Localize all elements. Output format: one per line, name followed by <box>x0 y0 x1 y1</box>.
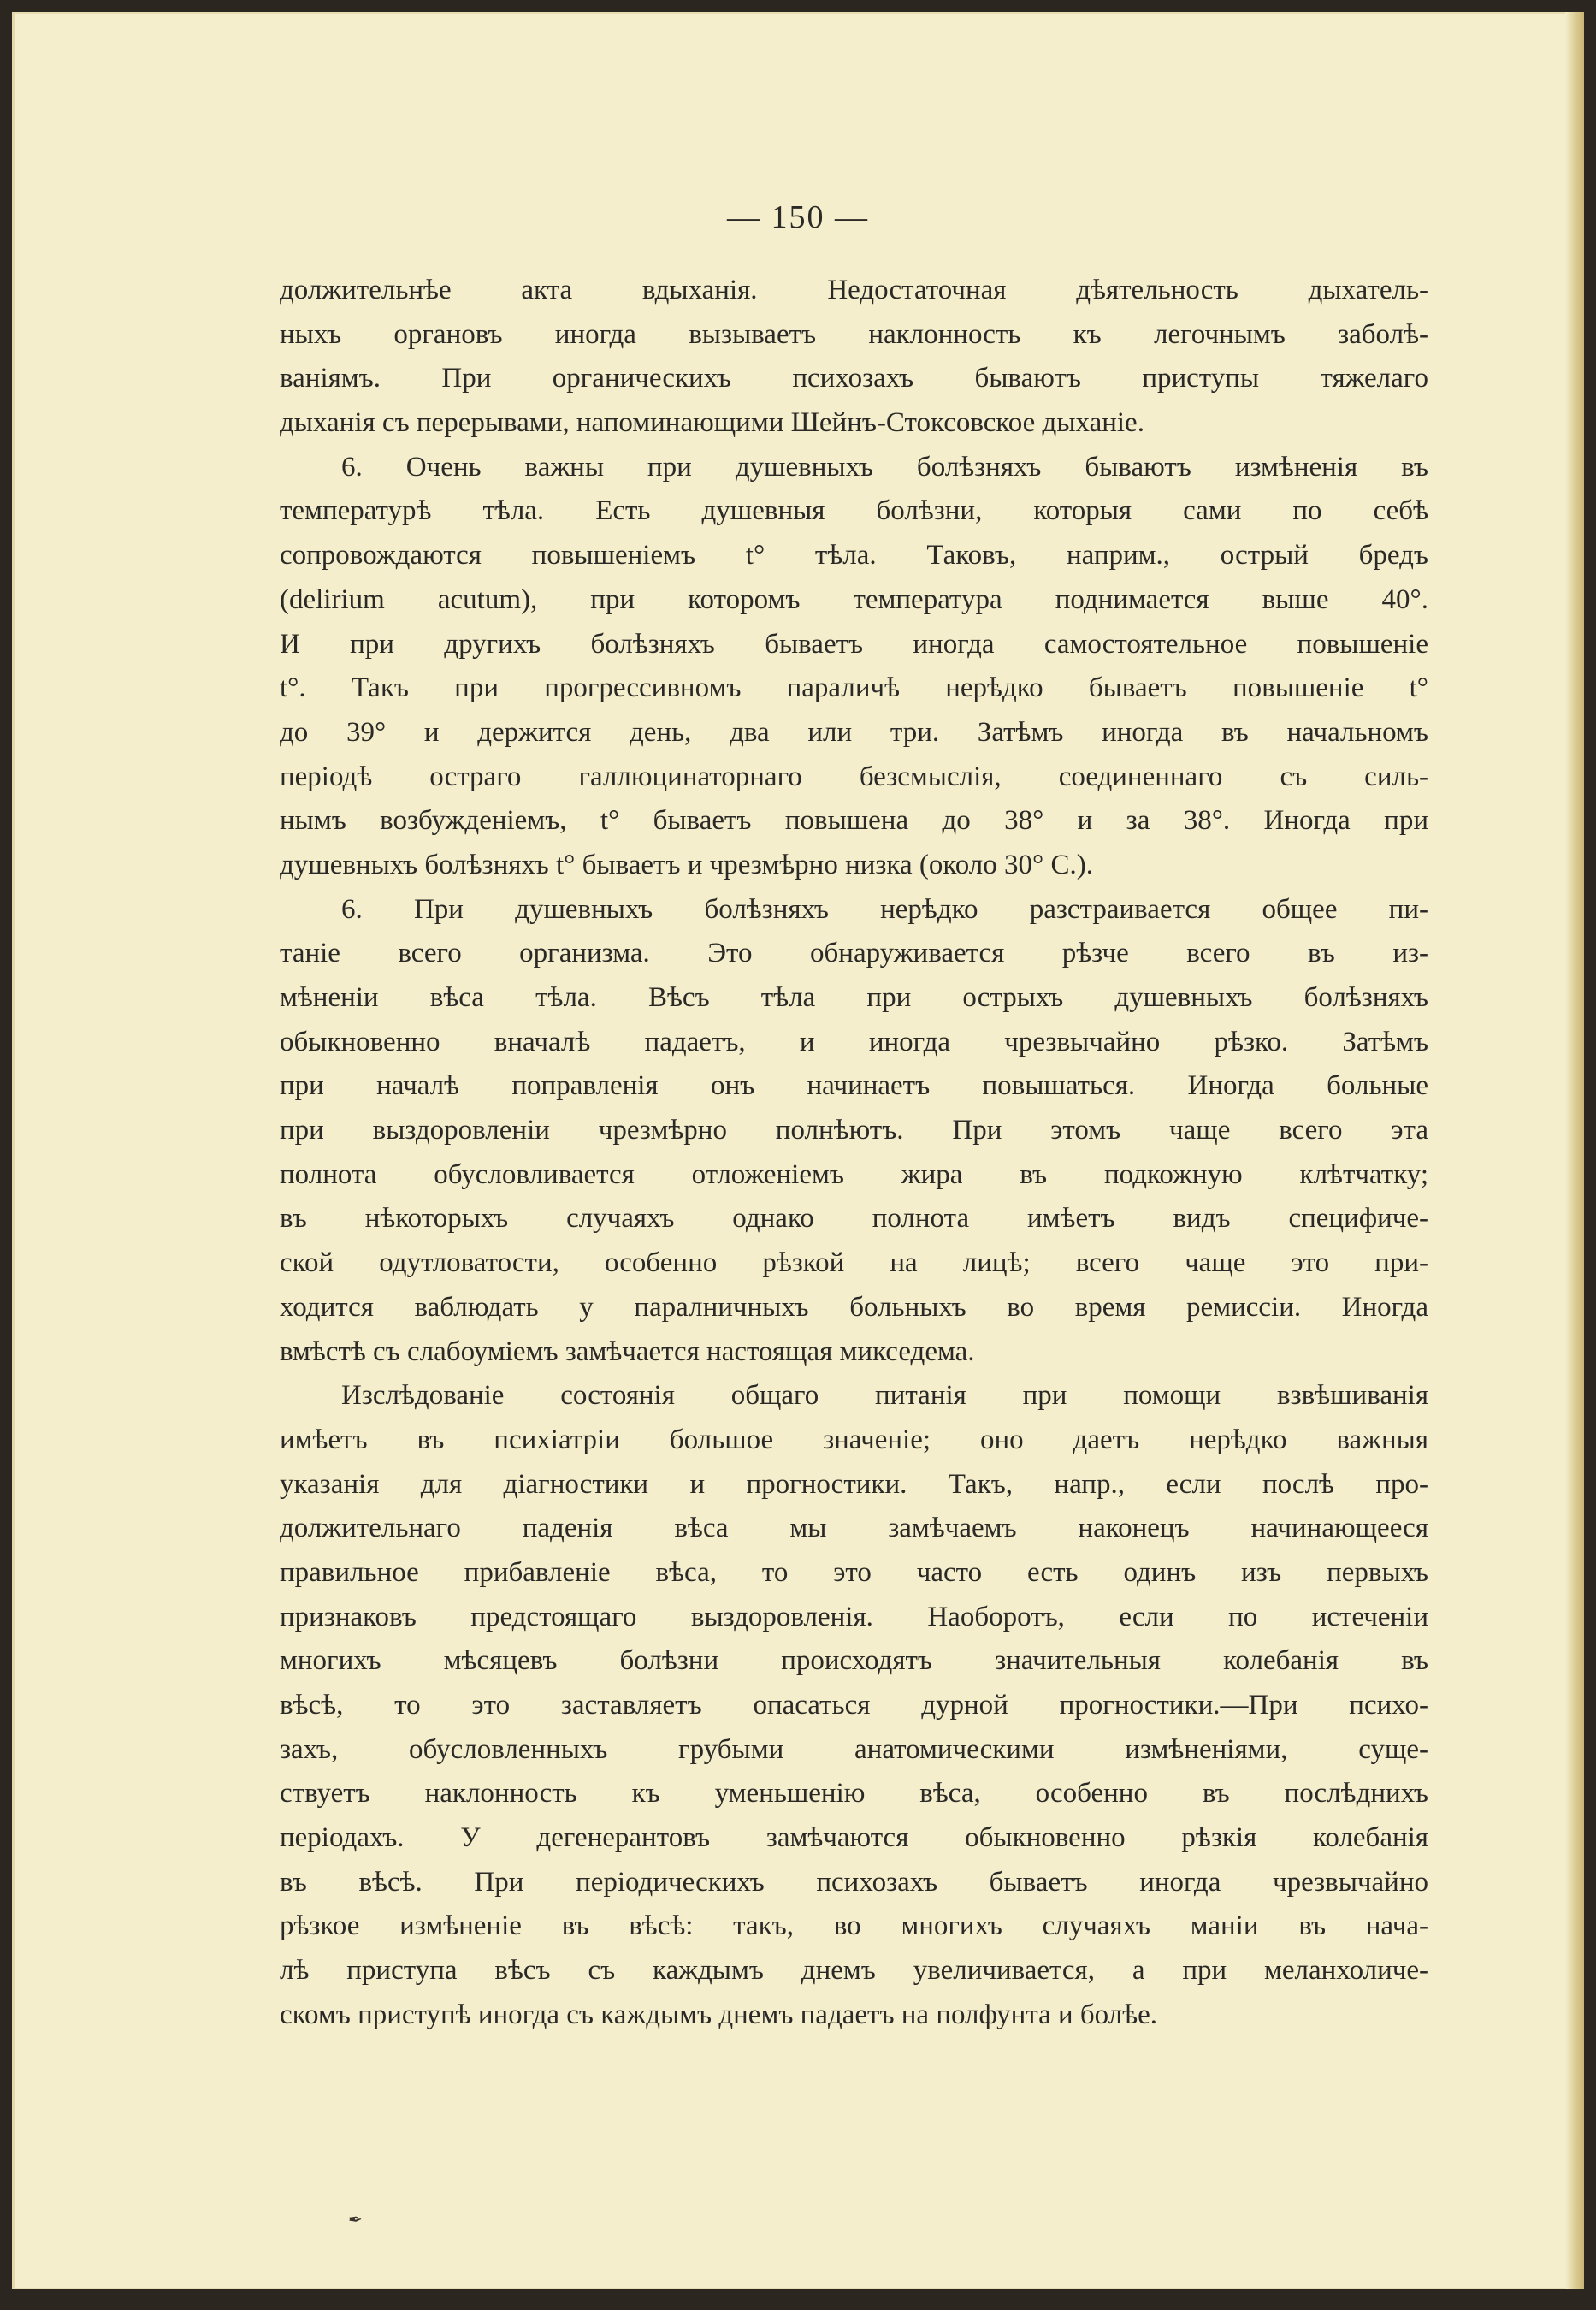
text-line: скомъ приступѣ иногда съ каждымъ днемъ падаетъ на полфунта и болѣе. <box>280 1999 1158 2030</box>
text-line: вѣсѣ, то это заставляетъ опасаться дурной прогностики.—При психо- <box>280 1690 1428 1721</box>
text-line: ской одутловатости, особенно рѣзкой на лицѣ; всего чаще это при- <box>280 1247 1428 1279</box>
text-line: 6. При душевныхъ болѣзняхъ нерѣдко разстраивается общее пи- <box>341 893 1428 925</box>
text-line: ваніямъ. При органическихъ психозахъ бываютъ приступы тяжелаго <box>280 363 1428 394</box>
text-line: захъ, обусловленныхъ грубыми анатомическими измѣненіями, суще- <box>280 1733 1428 1765</box>
text-line: ходится ваблюдать у паралничныхъ больныхъ во время ремиссіи. Иногда <box>280 1291 1428 1323</box>
text-line: (delirium acutum), при которомъ температура поднимается выше 40°. <box>280 583 1428 615</box>
text-line: въ вѣсѣ. При періодическихъ психозахъ бываетъ иногда чрезвычайно <box>280 1866 1428 1898</box>
text-line: при выздоровленіи чрезмѣрно полнѣютъ. При этомъ чаще всего эта <box>280 1115 1428 1146</box>
text-line: признаковъ предстоящаго выздоровленія. Наоборотъ, если по истеченіи <box>280 1601 1428 1632</box>
text-line: должительнаго паденія вѣса мы замѣчаемъ наконецъ начинающееся <box>280 1513 1428 1544</box>
text-line: должительнѣе акта вдыханія. Недостаточная дѣятельность дыхатель- <box>280 275 1428 305</box>
text-line: многихъ мѣсяцевъ болѣзни происходятъ значительныя колебанія въ <box>280 1645 1428 1677</box>
text-line: t°. Такъ при прогрессивномъ параличѣ нерѣдко бываетъ повышеніе t° <box>280 672 1428 704</box>
text-line: до 39° и держится день, два или три. Затѣмъ иногда въ начальномъ <box>280 716 1428 748</box>
text-line: въ нѣкоторыхъ случаяхъ однако полнота имѣетъ видъ специфиче- <box>280 1203 1428 1235</box>
text-line: періодахъ. У дегенерантовъ замѣчаются обыкновенно рѣзкія колебанія <box>280 1822 1428 1854</box>
text-line: Изслѣдованіе состоянія общаго питанія при помощи взвѣшиванія <box>341 1380 1428 1412</box>
text-line: сопровождаются повышеніемъ t° тѣла. Таковъ, наприм., острый бредъ <box>280 540 1428 572</box>
text-line: ныхъ органовъ иногда вызываетъ наклонность къ легочнымъ заболѣ- <box>280 318 1428 350</box>
page-number: — 150 — <box>727 199 869 235</box>
text-line: при началѣ поправленія онъ начинаетъ повышаться. Иногда больные <box>280 1070 1428 1102</box>
text-line: періодѣ остраго галлюцинаторнаго безсмыслія, соединеннаго съ силь- <box>280 761 1428 792</box>
text-line: рѣзкое измѣненіе въ вѣсѣ: такъ, во многихъ случаяхъ маніи въ нача- <box>280 1910 1428 1942</box>
text-line: душевныхъ болѣзняхъ t° бываетъ и чрезмѣрно низка (около 30° С.). <box>280 849 1093 880</box>
body-text <box>280 269 1428 2038</box>
text-line: полнота обусловливается отложеніемъ жира въ подкожную клѣтчатку; <box>280 1158 1428 1190</box>
text-line: И при другихъ болѣзняхъ бываетъ иногда самостоятельное повышеніе <box>280 628 1428 660</box>
text-line: правильное прибавленіе вѣса, то это часто есть одинъ изъ первыхъ <box>280 1556 1428 1588</box>
page-right-edge <box>1565 12 1584 2289</box>
text-line: обыкновенно вначалѣ падаетъ, и иногда чрезвычайно рѣзко. Затѣмъ <box>280 1026 1428 1057</box>
page-left-edge <box>12 12 15 2289</box>
text-line: нымъ возбужденіемъ, t° бываетъ повышена до 38° и за 38°. Иногда при <box>280 805 1428 837</box>
text-line: вмѣстѣ съ слабоуміемъ замѣчается настоящая микседема. <box>280 1336 975 1367</box>
text-line: лѣ приступа вѣсъ съ каждымъ днемъ увеличивается, а при меланхоличе- <box>280 1955 1428 1987</box>
text-line: указанія для діагностики и прогностики. Такъ, напр., если послѣ про- <box>280 1468 1428 1500</box>
text-line: таніе всего организма. Это обнаруживается рѣзче всего въ из- <box>280 938 1428 969</box>
ink-mark: ✒ <box>348 2211 363 2230</box>
text-line: ствуетъ наклонность къ уменьшенію вѣса, особенно въ послѣднихъ <box>280 1778 1428 1810</box>
text-line: мѣненіи вѣса тѣла. Вѣсъ тѣла при острыхъ душевныхъ болѣзняхъ <box>280 982 1428 1013</box>
text-line: 6. Очень важны при душевныхъ болѣзняхъ бываютъ измѣненія въ <box>341 451 1428 483</box>
book-page <box>12 12 1584 2289</box>
text-line: температурѣ тѣла. Есть душевныя болѣзни, которыя сами по себѣ <box>280 495 1428 527</box>
text-line: имѣетъ въ психіатріи большое значеніе; оно даетъ нерѣдко важныя <box>280 1424 1428 1455</box>
text-line: дыханія съ перерывами, напоминающими Шейнъ-Стоксовское дыханіе. <box>280 407 1144 439</box>
